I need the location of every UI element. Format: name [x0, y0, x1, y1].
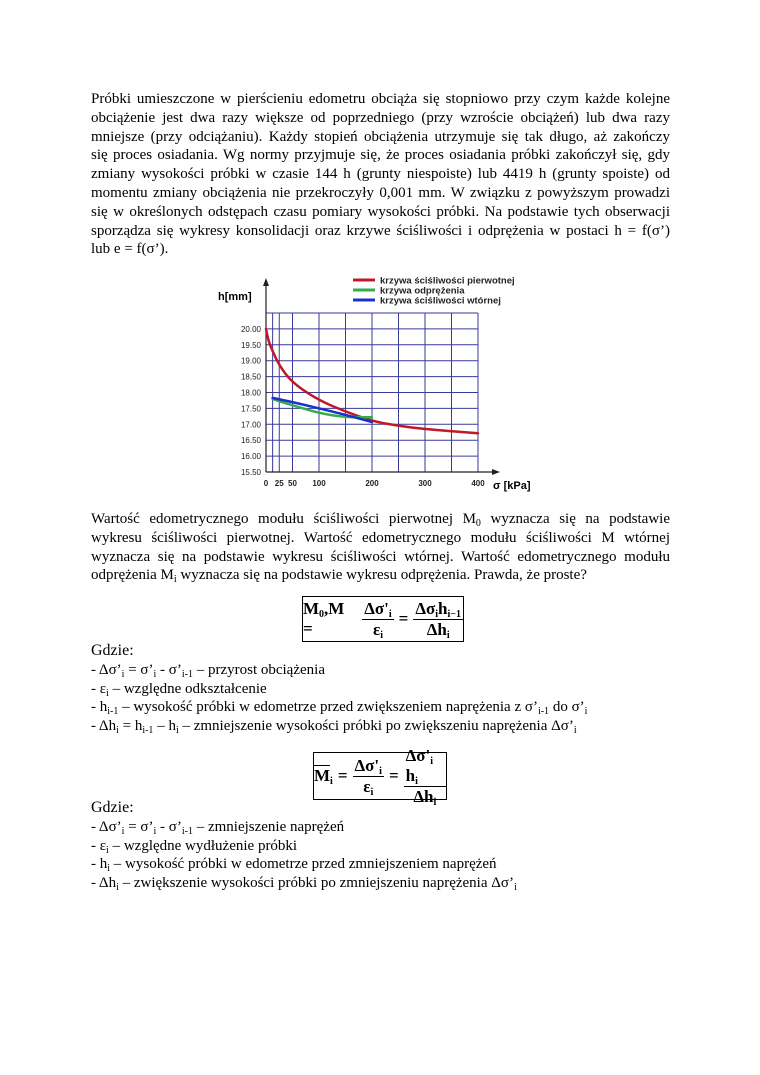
list-item: - $\Delta\sigma’_i$ = $\sigma’_i$ - $\sigma’_{i-1}$ – zmniejszenie naprężeń	[91, 818, 345, 837]
where-list-2	[91, 799, 517, 893]
text-line: wykresu ściśliwości pierwotnej. Wartość edometrycznego modułu ściśliwości M wtórnej	[91, 529, 670, 546]
y-axis-arrow-icon	[263, 278, 269, 286]
text-line: wyznacza się na podstawie wykresu ściśliwości wtórnej. Wartość edometrycznego modułu	[91, 548, 670, 565]
x-tick-label: 200	[365, 479, 379, 488]
x-tick-label: 50	[288, 479, 297, 488]
text-line: odprężenia $M_i$ wyznacza się na podstawie wykresu odprężenia. Prawda, że proste?	[91, 567, 587, 586]
compressibility-chart	[210, 270, 550, 500]
y-tick-label: 20.00	[240, 324, 261, 334]
legend-label: krzywa ściśliwości pierwotnej	[380, 275, 515, 287]
list-item: - $h_{i-1}$ – wysokość próbki w edometrze przed zwiększeniem naprężenia z $\sigma’_{i-1}$ do $\sigma’_i$	[91, 699, 588, 718]
x-tick-label: 100	[312, 479, 326, 488]
text-line: się w określonych odstępach czasu pomiary wysokości próbki. Na podstawie tych obserwacji	[91, 203, 670, 220]
where-label: Gdzie:	[91, 799, 134, 816]
text-line: Próbki umieszczone w pierścieniu edometru obciąża się stopniowo przy czym każde kolejne	[91, 91, 670, 107]
y-tick-label: 16.00	[240, 452, 261, 462]
list-item: - $h_i$ – wysokość próbki w edometrze przed zmniejszeniem naprężeń	[91, 856, 497, 875]
text-line: Wartość edometrycznego modułu ściśliwości pierwotnej $M_0$ wyznacza się na podstawie	[91, 511, 670, 529]
y-tick-label: 19.00	[240, 356, 261, 366]
where-list-1	[91, 642, 587, 736]
text-line: momentu zmiany obciążenia nie przekroczyły 0,001 mm. W związku z powyższym prowadzi	[91, 184, 670, 201]
x-tick-label: 0	[263, 479, 269, 488]
text-line: sporządza się wykresy konsolidacji oraz krzywe ściśliwości i odprężenia w postaci h = f(σ’)	[91, 222, 670, 239]
y-tick-label: 15.50	[240, 468, 261, 477]
y-tick-label: 16.50	[240, 436, 261, 446]
list-item: - $\Delta h_i = h_{i-1} - h_i$ – zmniejszenie wysokości próbki po zwiększeniu naprężenia $\Delta\sigma’_i$	[91, 718, 577, 737]
x-tick-label: 300	[418, 479, 432, 488]
text-line: zmiany wysokości próbki w czasie 144 h (grunty niespoiste) lub 4419 h (grunty spoiste) od	[91, 166, 670, 183]
text-line: mniejsze (przy odciążaniu). Każdy stopień obciążenia utrzymuje się tak długo, aż zakończy	[91, 128, 670, 145]
y-axis-label: h[mm]	[218, 291, 252, 303]
formula-m0-m: $M_0,M$ = $\frac{\Delta\sigma'_i}{\varepsilon_i}$ = $\frac{\Delta\sigma_ih_{i-1}}{\Delta h_i}$	[302, 596, 464, 642]
legend-label: krzywa ściśliwości wtórnej	[380, 295, 501, 307]
y-tick-label: 17.00	[240, 420, 261, 430]
text-line: obciążenie jest dwa razy większe od poprzedniego (przy wzroście obciążeń) lub dwa razy	[91, 109, 670, 126]
y-tick-label: 17.50	[240, 404, 261, 414]
y-tick-label: 18,50	[240, 372, 261, 382]
list-item: - $\varepsilon_i$ – względne wydłużenie próbki	[91, 837, 298, 856]
list-item: - $\Delta h_i$ – zwiększenie wysokości próbki po zmniejszeniu naprężenia $\Delta\sigma’_i$	[91, 875, 517, 894]
intro-paragraph	[91, 90, 670, 259]
text-line: lub e = f(σ’).	[91, 241, 169, 258]
x-axis-arrow-icon	[492, 469, 500, 475]
x-tick-label: 400	[471, 479, 485, 488]
legend-label: krzywa odprężenia	[380, 285, 465, 297]
y-tick-label: 19.50	[240, 340, 261, 350]
list-item: - $\varepsilon_i$ – względne odkształcenie	[91, 680, 267, 699]
modulus-paragraph	[91, 510, 670, 585]
text-line: się proces osiadania. Wg normy przyjmuje się, że proces osiadania próbki zakończył się, gdy	[91, 147, 670, 164]
formula-mi: $\overline{M}_i$ = $\frac{\Delta\sigma'_i}{\overline{\varepsilon}_i}$ = $\frac{\Delta\sigma'_i h_i}{\Delta h_i}$	[313, 752, 447, 800]
where-label: Gdzie:	[91, 642, 134, 659]
x-tick-label: 25	[274, 479, 284, 488]
x-axis-label: σ [kPa]	[493, 480, 531, 492]
y-tick-label: 18.00	[240, 388, 261, 398]
list-item: - $\Delta\sigma’_i$ = $\sigma’_i$ - $\sigma’_{i-1}$ – przyrost obciążenia	[91, 661, 325, 680]
